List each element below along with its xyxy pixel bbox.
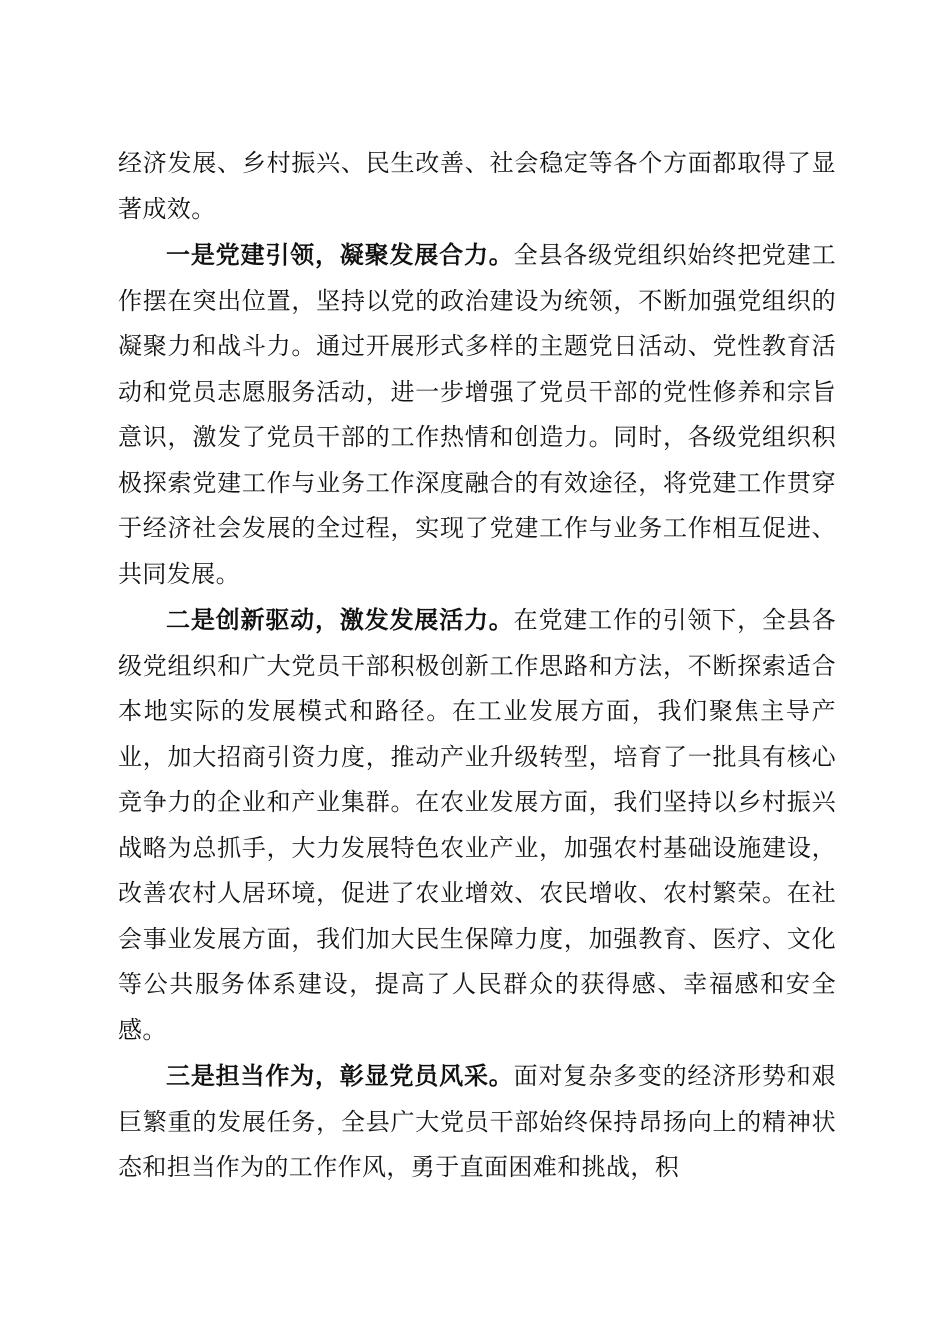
paragraph-body: 全县各级党组织始终把党建工作摆在突出位置，坚持以党的政治建设为统领，不断加强党组织的凝聚力和战斗力。通过开展形式多样的主题党日活动、党性教育活动和党员志愿服务活动，进一步增强了党员干部的党性修养和宗旨意识，激发了党员干部的工作热情和创造力。同时，各级党组织积极探索党建工作与业务工作深度融合的有效途径，将党建工作贯穿于经济社会发展的全过程，实现了党建工作与业务工作相互促进、共同发展。 (118, 241, 836, 588)
paragraph-continuation (118, 140, 836, 232)
paragraph-body: 面对复杂多变的经济形势和艰巨繁重的发展任务，全县广大党员干部始终保持昂扬向上的精神状态和担当作为的工作作风，勇于直面困难和挑战，积 (118, 1062, 836, 1181)
paragraph-responsibility (118, 1053, 836, 1191)
paragraph-lead: 二是创新驱动，激发发展活力。 (166, 605, 514, 634)
paragraph-lead: 一是党建引领，凝聚发展合力。 (166, 240, 514, 269)
paragraph-lead: 三是担当作为，彰显党员风采。 (166, 1061, 514, 1090)
paragraph-party-building (118, 232, 836, 597)
paragraph-body: 在党建工作的引领下，全县各级党组织和广大党员干部积极创新工作思路和方法，不断探索适合本地实际的发展模式和路径。在工业发展方面，我们聚焦主导产业，加大招商引资力度，推动产业升级转型，培育了一批具有核心竞争力的企业和产业集群。在农业发展方面，我们坚持以乡村振兴战略为总抓手，大力发展特色农业产业，加强农村基础设施建设，改善农村人居环境，促进了农业增效、农民增收、农村繁荣。在社会事业发展方面，我们加大民生保障力度，加强教育、医疗、文化等公共服务体系建设，提高了人民群众的获得感、幸福感和安全感。 (118, 606, 836, 1044)
paragraph-body: 经济发展、乡村振兴、民生改善、社会稳定等各个方面都取得了显著成效。 (118, 149, 836, 223)
paragraph-innovation (118, 597, 836, 1053)
document-page (118, 140, 836, 1191)
